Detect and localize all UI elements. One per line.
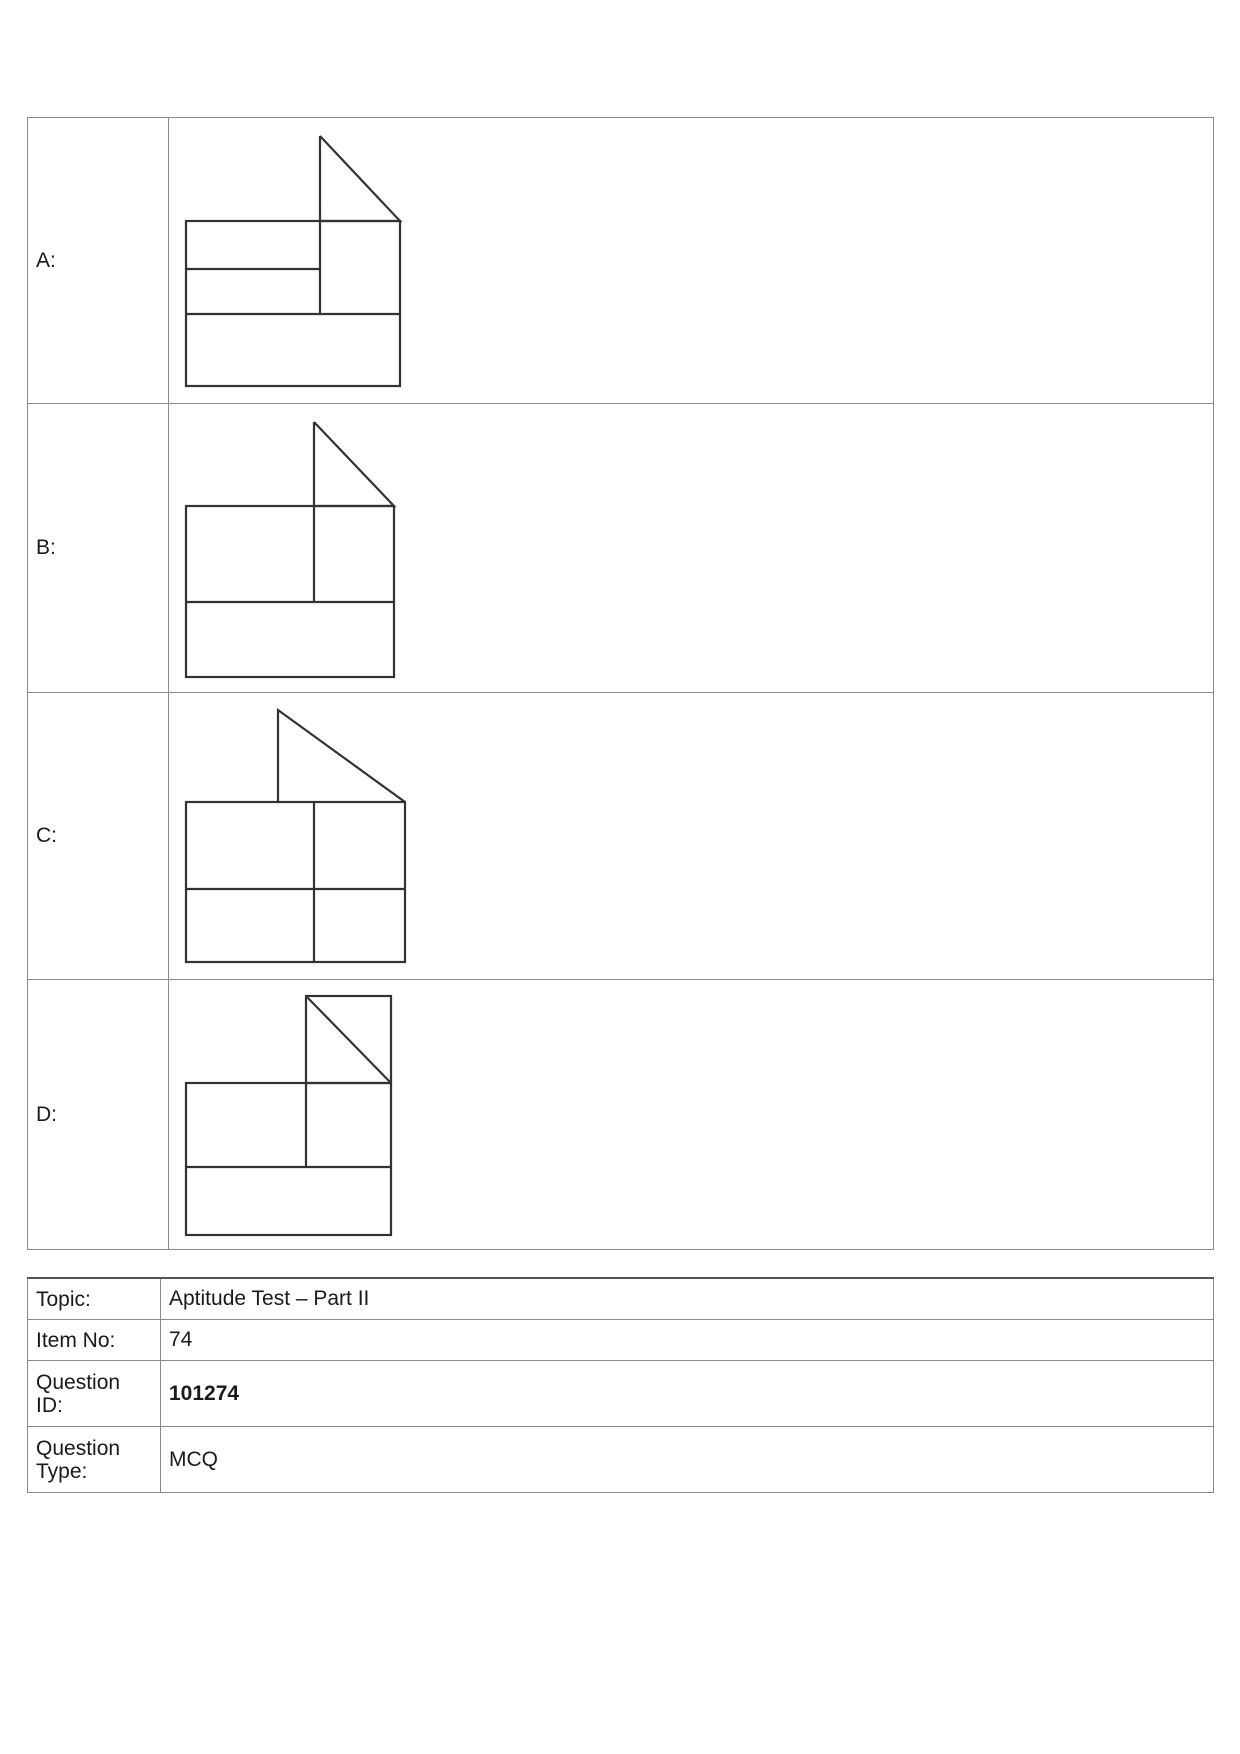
outer-rectangle (186, 1083, 391, 1235)
option-d-figure (169, 980, 569, 1249)
outer-rectangle (186, 506, 394, 677)
item-no-value: 74 (161, 1320, 1214, 1361)
item-no-row (28, 1320, 1214, 1361)
outer-rectangle (186, 221, 400, 386)
option-label-a: A: (28, 118, 169, 404)
option-row-c (28, 693, 1214, 980)
option-figure-cell-b[interactable] (169, 404, 1214, 693)
question-info-table (27, 1277, 1214, 1493)
option-b-figure (169, 404, 569, 692)
option-figure-cell-c[interactable] (169, 693, 1214, 980)
square-diagonal (306, 996, 391, 1083)
option-label-d: D: (28, 980, 169, 1250)
outer-rectangle (186, 802, 405, 962)
question-id-value: 101274 (161, 1361, 1214, 1427)
item-no-label: Item No: (28, 1320, 161, 1361)
triangle-shape (320, 136, 400, 221)
option-row-b (28, 404, 1214, 693)
question-type-row (28, 1427, 1214, 1493)
option-c-figure (169, 693, 569, 979)
triangle-shape (314, 422, 394, 506)
option-row-a (28, 118, 1214, 404)
option-label-c: C: (28, 693, 169, 980)
question-id-row (28, 1361, 1214, 1427)
topic-row (28, 1278, 1214, 1320)
option-label-b: B: (28, 404, 169, 693)
options-table (27, 117, 1214, 1250)
question-type-value: MCQ (161, 1427, 1214, 1493)
option-row-d (28, 980, 1214, 1250)
option-a-figure (169, 118, 569, 403)
topic-value: Aptitude Test – Part II (161, 1278, 1214, 1320)
question-id-label: Question ID: (28, 1361, 161, 1427)
topic-label: Topic: (28, 1278, 161, 1320)
question-type-label: Question Type: (28, 1427, 161, 1493)
option-figure-cell-a[interactable] (169, 118, 1214, 404)
option-figure-cell-d[interactable] (169, 980, 1214, 1250)
triangle-shape (278, 710, 405, 802)
